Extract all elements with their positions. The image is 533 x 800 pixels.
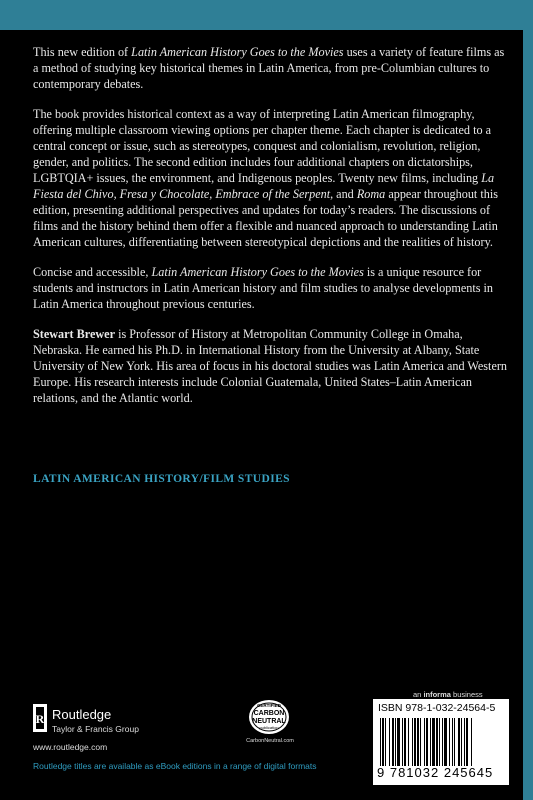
film-title: Fresa y Chocolate bbox=[119, 187, 210, 201]
carbon-neutral-website: CarbonNeutral.com bbox=[246, 738, 294, 744]
routledge-emblem-icon bbox=[33, 704, 47, 732]
badge-bottom-text: publication bbox=[259, 725, 279, 730]
carbon-neutral-badge-icon bbox=[247, 698, 291, 736]
ebook-availability-note: Routledge titles are available as eBook editions in a range of digital formats bbox=[33, 761, 317, 771]
author-name: Stewart Brewer bbox=[33, 327, 116, 341]
barcode-icon bbox=[379, 718, 503, 766]
barcode-digits: 9 781032 245645 bbox=[377, 765, 494, 780]
film-title: Embrace of the Serpent bbox=[215, 187, 331, 201]
publisher-group: Taylor & Francis Group bbox=[52, 724, 139, 734]
spine-edge-strip bbox=[523, 0, 533, 800]
author-bio: Stewart Brewer is Professor of History at Metropolitan Community College in Omaha, Nebraska. He earned his Ph.D. in International History from the University at Albany, State University of New York. His area of focus in his doctoral studies was Latin America and Western Europe. His research interests include Colonial Guatemala, United States–Latin American relations, and the Atlantic world. bbox=[33, 327, 507, 405]
book-title: Latin American History Goes to the Movies bbox=[151, 265, 364, 279]
subject-category: LATIN AMERICAN HISTORY/FILM STUDIES bbox=[33, 473, 290, 485]
film-title: La Fiesta del Chivo bbox=[33, 171, 495, 201]
informa-business-label: an informa business bbox=[413, 690, 483, 699]
publisher-website[interactable]: www.routledge.com bbox=[33, 742, 108, 752]
description-paragraph-2: The book provides historical context as a way of interpreting Latin American filmography, offering multiple classroom viewing options per chapter theme. Each chapter is dedicated to a central concept or issue, such as stereotypes, conquest and colonialism, revolution, religion, gender, and politics. The second edition includes four additional chapters on dictatorships, LGBTQIA+ issues, the environment, and Indigenous peoples. Twenty new films, including La Fiesta del Chivo, Fresa y Chocolate, Embrace of the Serpent, and Roma appear throughout this edition, presenting additional perspectives and updates for today’s readers. The discussions of films and the history behind them offer a flexible and nuanced approach to understanding Latin American cultures, differentiating between stereotypical depictions and the realities of history. bbox=[33, 107, 498, 249]
badge-top-text: CERTIFIED bbox=[257, 703, 281, 708]
film-title: Roma bbox=[356, 187, 386, 201]
isbn-label: ISBN 978-1-032-24564-5 bbox=[378, 702, 496, 714]
svg-text:R: R bbox=[35, 712, 45, 726]
description-paragraph-3: Concise and accessible, Latin American History Goes to the Movies is a unique resource for students and instructors in Latin American history and film studies to analyse developments in Latin America throughout previous centuries. bbox=[33, 265, 493, 311]
badge-main-text-2: NEUTRAL bbox=[252, 718, 286, 725]
badge-main-text-1: CARBON bbox=[253, 710, 285, 717]
top-accent-bar bbox=[0, 0, 533, 30]
isbn-barcode bbox=[373, 699, 509, 785]
publisher-name: Routledge bbox=[52, 707, 112, 722]
book-title: Latin American History Goes to the Movies bbox=[131, 45, 344, 59]
description-paragraph-1: This new edition of Latin American History Goes to the Movies uses a variety of feature films as a method of studying key historical themes in Latin America, from pre-Columbian cultures to contemporary debates. bbox=[33, 45, 505, 91]
book-description bbox=[33, 44, 511, 420]
